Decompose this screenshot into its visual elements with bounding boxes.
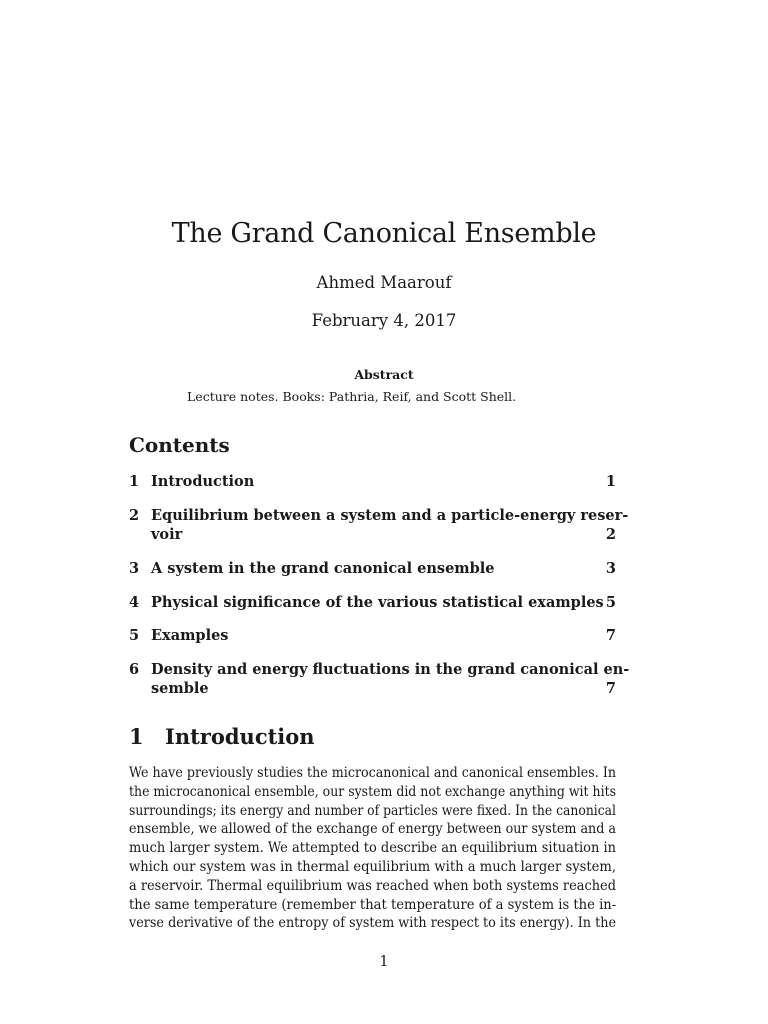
toc-entry-title-continued: voir <box>151 526 183 543</box>
abstract-heading: Abstract <box>354 367 414 382</box>
body-line: a reservoir. Thermal equilibrium was reached when both systems reached <box>129 877 616 894</box>
body-line: surroundings; its energy and number of particles were fixed. In the canonical <box>129 802 616 819</box>
toc-entry-grand-canonical[interactable] <box>129 559 616 578</box>
paper-author: Ahmed Maarouf <box>316 273 452 292</box>
body-line: the microcanonical ensemble, our system did not exchange anything wit hits <box>129 783 616 800</box>
toc-entry-title: Equilibrium between a system and a particle-energy reser- <box>151 507 629 524</box>
toc-entry-number: 6 <box>129 661 140 678</box>
toc-entry-page: 1 <box>605 473 616 490</box>
body-line: which our system was in thermal equilibrium with a much larger system, <box>129 858 616 875</box>
section-body <box>129 764 616 933</box>
toc-entry-page: 3 <box>605 560 616 577</box>
toc-entry-page: 5 <box>605 594 616 611</box>
paper-date: February 4, 2017 <box>311 311 457 330</box>
section-title: Introduction <box>165 724 315 749</box>
toc-entry-fluctuations[interactable] <box>129 660 630 698</box>
contents-heading: Contents <box>129 433 230 457</box>
toc-entry-title: Physical significance of the various statistical examples <box>151 594 604 611</box>
body-line: ensemble, we allowed of the exchange of energy between our system and a <box>129 821 616 838</box>
toc-entry-introduction[interactable] <box>129 472 616 491</box>
toc-entry-title: Examples <box>151 627 229 644</box>
toc-entry-title: Introduction <box>151 473 255 490</box>
toc-entry-number: 5 <box>129 627 140 644</box>
body-line: the same temperature (remember that temperature of a system is the in- <box>129 896 617 913</box>
toc-entry-page: 7 <box>605 680 616 697</box>
abstract-text: Lecture notes. Books: Pathria, Reif, and Scott Shell. <box>187 389 517 404</box>
toc-entry-title: Density and energy fluctuations in the grand canonical en- <box>151 661 630 678</box>
toc-entry-title: A system in the grand canonical ensemble <box>151 560 495 577</box>
toc-entry-equilibrium[interactable] <box>129 506 629 544</box>
toc-entry-physical-significance[interactable] <box>129 593 616 612</box>
body-line: verse derivative of the entropy of system with respect to its energy). In the <box>129 915 616 932</box>
section-heading <box>129 724 315 749</box>
toc-entry-examples[interactable] <box>129 626 616 645</box>
toc-entry-number: 1 <box>129 473 140 490</box>
page-number: 1 <box>379 954 389 970</box>
toc-entry-title-continued: semble <box>151 680 209 697</box>
toc-entry-number: 4 <box>129 594 140 611</box>
section-number: 1 <box>129 724 144 749</box>
toc-entry-number: 3 <box>129 560 140 577</box>
body-line: much larger system. We attempted to describe an equilibrium situation in <box>129 840 616 857</box>
toc-entry-page: 7 <box>605 627 616 644</box>
toc-entry-number: 2 <box>129 507 140 524</box>
body-line: We have previously studies the microcanonical and canonical ensembles. In <box>129 765 616 781</box>
toc-entry-page: 2 <box>605 526 616 543</box>
paper-title: The Grand Canonical Ensemble <box>171 218 597 249</box>
